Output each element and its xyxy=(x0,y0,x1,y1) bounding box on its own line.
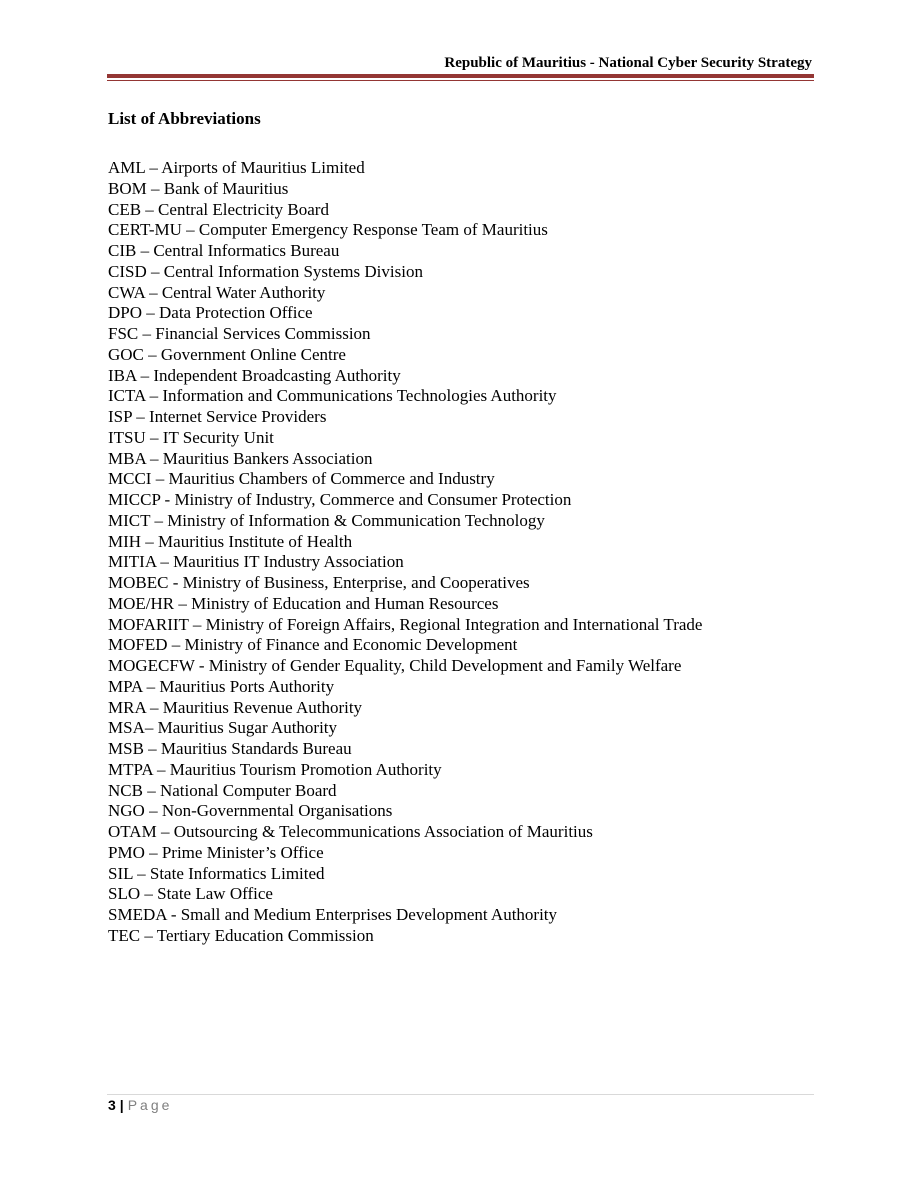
abbreviation-item: SLO – State Law Office xyxy=(108,884,273,904)
abbreviation-item: MPA – Mauritius Ports Authority xyxy=(108,676,335,696)
abbreviation-item: BOM – Bank of Mauritius xyxy=(108,178,289,198)
abbreviation-item: NGO – Non-Governmental Organisations xyxy=(108,801,393,821)
abbreviation-item: MSB – Mauritius Standards Bureau xyxy=(108,739,352,758)
abbreviation-item: MTPA – Mauritius Tourism Promotion Authority xyxy=(108,759,442,779)
abbreviation-item: GOC – Government Online Centre xyxy=(108,344,346,364)
abbreviation-item: CISD – Central Information Systems Division xyxy=(108,261,423,281)
abbreviation-item: ICTA – Information and Communications Technologies Authority xyxy=(108,386,557,406)
header-divider-thin xyxy=(107,80,814,81)
abbreviation-item: CEB – Central Electricity Board xyxy=(108,199,329,219)
abbreviation-item: DPO – Data Protection Office xyxy=(108,303,313,323)
abbreviation-item: TEC – Tertiary Education Commission xyxy=(108,925,374,945)
abbreviation-item: MOFED – Ministry of Finance and Economic Development xyxy=(108,635,518,655)
abbreviation-item: PMO – Prime Minister’s Office xyxy=(108,842,324,862)
abbreviation-item: ITSU – IT Security Unit xyxy=(108,427,274,447)
abbreviation-item: SMEDA - Small and Medium Enterprises Development Authority xyxy=(108,905,558,924)
abbreviation-item: NCB – National Computer Board xyxy=(108,780,337,800)
abbreviation-item: MOFARIIT – Ministry of Foreign Affairs, Regional Integration and International Trade xyxy=(108,614,703,634)
abbreviation-item: MCCI – Mauritius Chambers of Commerce and Industry xyxy=(108,469,495,489)
abbreviation-item: OTAM – Outsourcing & Telecommunications Association of Mauritius xyxy=(108,822,593,841)
abbreviation-item: MRA – Mauritius Revenue Authority xyxy=(108,697,363,717)
abbreviation-item: MICCP - Ministry of Industry, Commerce and Consumer Protection xyxy=(108,490,572,509)
footer-separator: | xyxy=(119,1097,124,1113)
abbreviation-item: MIH – Mauritius Institute of Health xyxy=(108,531,353,551)
abbreviation-item: ISP – Internet Service Providers xyxy=(108,407,327,426)
page-footer xyxy=(108,1097,172,1113)
abbreviation-item: CERT-MU – Computer Emergency Response Team of Mauritius xyxy=(108,220,548,240)
footer-divider xyxy=(107,1094,814,1095)
abbreviation-item: MITIA – Mauritius IT Industry Association xyxy=(108,552,404,572)
abbreviation-item: CIB – Central Informatics Bureau xyxy=(108,241,340,260)
abbreviation-item: CWA – Central Water Authority xyxy=(108,282,326,302)
page-number: 3 xyxy=(108,1097,116,1113)
abbreviation-item: FSC – Financial Services Commission xyxy=(108,324,371,343)
abbreviation-item: MOBEC - Ministry of Business, Enterprise, and Cooperatives xyxy=(108,573,530,592)
abbreviation-item: IBA – Independent Broadcasting Authority xyxy=(108,365,401,385)
abbreviation-item: MICT – Ministry of Information & Communication Technology xyxy=(108,510,545,530)
abbreviation-item: MOE/HR – Ministry of Education and Human Resources xyxy=(108,593,499,613)
abbreviation-list xyxy=(108,158,702,947)
abbreviation-item: MBA – Mauritius Bankers Association xyxy=(108,448,373,468)
section-heading: List of Abbreviations xyxy=(108,109,261,128)
abbreviation-item: MOGECFW - Ministry of Gender Equality, Child Development and Family Welfare xyxy=(108,656,682,675)
abbreviation-item: SIL – State Informatics Limited xyxy=(108,863,325,883)
header-divider-thick xyxy=(107,74,814,78)
document-header-title: Republic of Mauritius - National Cyber Security Strategy xyxy=(444,55,812,71)
abbreviation-item: MSA– Mauritius Sugar Authority xyxy=(108,718,338,738)
page-label: Page xyxy=(127,1097,173,1113)
abbreviation-item: AML – Airports of Mauritius Limited xyxy=(108,158,365,177)
